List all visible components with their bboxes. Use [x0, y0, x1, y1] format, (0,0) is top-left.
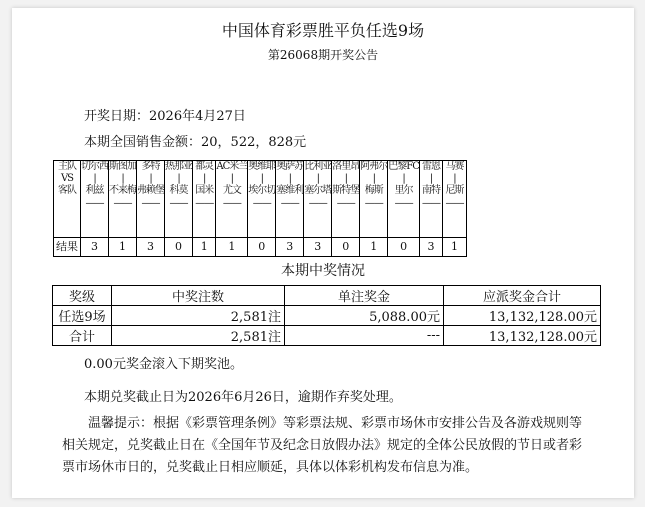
- vs-mark: |: [260, 173, 263, 185]
- rollover-note: 0.00元奖金滚入下期奖池。: [84, 357, 243, 372]
- away-team: 利兹: [85, 185, 104, 197]
- match-result: 1: [443, 238, 466, 257]
- home-team: 热那亚: [165, 161, 192, 172]
- deadline-note: 本期兑奖截止日为2026年6月26日，逾期作弃奖处理。: [84, 390, 402, 405]
- issue-subtitle: 第26068期开奖公告: [267, 48, 379, 62]
- away-team: 南特: [422, 185, 441, 197]
- divider-mark: ——: [113, 197, 132, 209]
- match-cell: [276, 161, 304, 238]
- away-team: 国米: [195, 185, 214, 197]
- away-team: 斯特堡: [332, 185, 360, 197]
- away-team: 尤文: [222, 185, 241, 197]
- away-team: 尼斯: [445, 185, 464, 197]
- divider-mark: ——: [222, 197, 241, 209]
- notice-text: 温馨提示：根据《彩票管理条例》等彩票法规、彩票市场休市安排公告及各游戏规则等相关规定，兑奖截止日在《全国年节及纪念日放假办法》规定的全体公民放假的节日或者彩票市场休市日的，兑奖截止日相应顺延，具体以体彩机构发布信息为准。: [62, 416, 583, 475]
- away-team: 塞维利: [276, 185, 304, 197]
- divider-mark: ——: [252, 197, 271, 209]
- match-cell: [216, 161, 248, 238]
- home-team: AC米兰: [216, 161, 248, 172]
- match-result: 1: [216, 238, 248, 257]
- match-cell: [419, 161, 442, 238]
- winner-count: 2,581注: [112, 306, 285, 326]
- unit-prize: 5,088.00元: [285, 306, 444, 326]
- match-cell: [332, 161, 360, 238]
- vs-mark: |: [203, 173, 206, 185]
- prize-level: 任选9场: [53, 306, 112, 326]
- match-result: 3: [137, 238, 165, 257]
- vs-mark: |: [93, 173, 96, 185]
- match-cell: [81, 161, 109, 238]
- match-result: 3: [304, 238, 332, 257]
- divider-mark: ——: [85, 197, 104, 209]
- divider-mark: ——: [336, 197, 355, 209]
- match-result: 1: [193, 238, 216, 257]
- home-team: 巴黎FC: [388, 161, 419, 172]
- page-title: 中国体育彩票胜平负任选9场: [221, 21, 425, 40]
- match-cell: [109, 161, 137, 238]
- match-result: 0: [248, 238, 276, 257]
- vs-mark: |: [177, 173, 180, 185]
- divider-mark: ——: [364, 197, 383, 209]
- match-result: 0: [332, 238, 360, 257]
- home-team: 奥萨苏: [276, 161, 304, 172]
- match-table: [53, 160, 467, 257]
- match-result: 3: [276, 238, 304, 257]
- match-cell: [388, 161, 420, 238]
- unit-prize: ---: [285, 326, 444, 346]
- away-team: 里尔: [394, 185, 413, 197]
- match-result: 0: [165, 238, 193, 257]
- home-team: 马赛: [445, 161, 464, 172]
- match-label-cell: [54, 161, 81, 238]
- header-amount: 单注奖金: [285, 286, 444, 306]
- vs-mark: |: [429, 173, 433, 185]
- divider-mark: ——: [280, 197, 299, 209]
- header-level: 奖级: [53, 286, 112, 306]
- match-cell: [360, 161, 388, 238]
- away-team: 埃尔切: [248, 185, 276, 197]
- vs-mark: |: [121, 173, 124, 185]
- match-result: 0: [388, 238, 420, 257]
- divider-mark: ——: [445, 197, 464, 209]
- vs-mark: |: [288, 173, 291, 185]
- vs-mark: |: [344, 173, 347, 185]
- header-total: 应派奖金合计: [444, 286, 601, 306]
- vs-mark: |: [453, 173, 456, 185]
- prize-table: [52, 285, 601, 346]
- match-cell: [248, 161, 276, 238]
- divider-mark: ——: [141, 197, 160, 209]
- home-team: 都灵: [195, 161, 214, 172]
- home-team: 多特: [141, 161, 160, 172]
- vs-mark: |: [372, 173, 375, 185]
- divider-mark: ——: [422, 197, 441, 209]
- home-team: 奥维耶: [248, 161, 276, 172]
- prize-section-title: 本期中奖情况: [281, 263, 365, 279]
- result-label: 结果: [54, 238, 81, 257]
- prize-table-header: [53, 286, 601, 306]
- home-team: 阿弗尔: [360, 161, 388, 172]
- divider-mark: ——: [169, 197, 188, 209]
- home-team: 雷恩: [422, 161, 441, 172]
- table-row: [53, 306, 601, 326]
- match-cell: [304, 161, 332, 238]
- table-row: [53, 326, 601, 346]
- vs-mark: |: [402, 173, 405, 185]
- match-result: 3: [419, 238, 442, 257]
- home-label: 主队: [58, 161, 76, 172]
- header-count: 中奖注数: [112, 286, 285, 306]
- draw-date: 开奖日期：2026年4月27日: [84, 109, 246, 124]
- vs-mark: |: [316, 173, 319, 185]
- home-team: 洛里昂: [332, 161, 360, 172]
- away-team: 弗赖堡: [137, 185, 164, 197]
- home-team: 比利亚: [304, 161, 332, 172]
- match-cell: [193, 161, 216, 238]
- match-result: 1: [109, 238, 137, 257]
- match-result: 3: [81, 238, 109, 257]
- match-result: 1: [360, 238, 388, 257]
- home-team: 斯图加: [109, 161, 136, 172]
- away-team: 塞尔塔: [304, 185, 332, 197]
- total-prize: 13,132,128.00元: [444, 326, 601, 346]
- divider-mark: ——: [195, 197, 214, 209]
- sales-amount: 本期全国销售金额：20，522，828元: [84, 135, 307, 150]
- match-cell: [165, 161, 193, 238]
- total-prize: 13,132,128.00元: [444, 306, 601, 326]
- vs-mark: |: [149, 173, 152, 185]
- prize-level: 合计: [53, 326, 112, 346]
- away-team: 梅斯: [364, 185, 383, 197]
- home-team: 切尔西: [81, 161, 108, 172]
- match-cell: [137, 161, 165, 238]
- divider-mark: ——: [394, 197, 413, 209]
- away-team: 科莫: [169, 185, 188, 197]
- away-label: 客队: [58, 185, 76, 197]
- vs-mark: |: [230, 173, 234, 185]
- winner-count: 2,581注: [112, 326, 285, 346]
- vs-label: VS: [60, 173, 74, 185]
- away-team: 不来梅: [109, 185, 136, 197]
- announcement-paper: [12, 8, 634, 498]
- match-cell: [443, 161, 466, 238]
- divider-mark: ——: [308, 197, 327, 209]
